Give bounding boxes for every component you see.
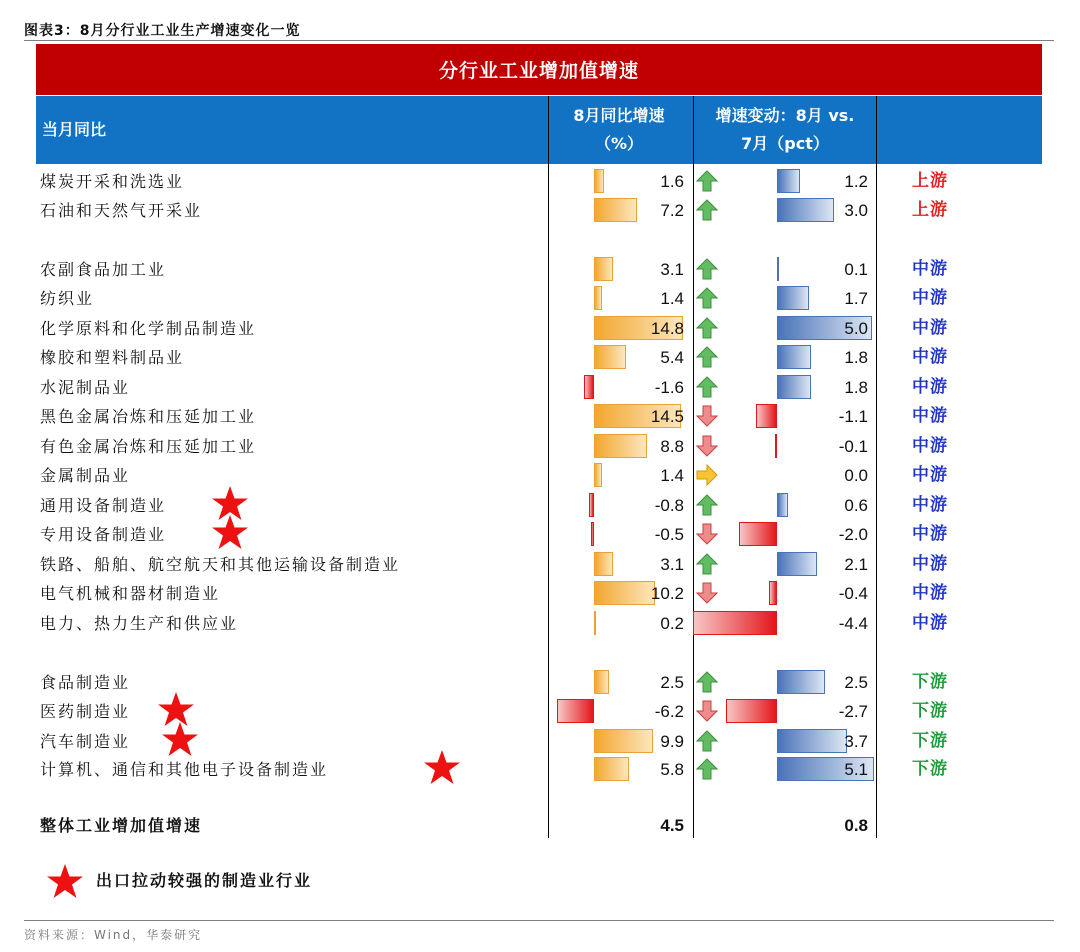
header-change-line1: 增速变动：8月 vs. [715,106,855,125]
table-row [0,314,1080,343]
total-label: 整体工业增加值增速 [40,816,203,835]
table-row [0,255,1080,284]
yoy-value: 8.8 [660,437,684,456]
segment-tag: 中游 [912,583,948,603]
header-yoy [549,96,689,164]
total-change: 0.8 [844,816,868,835]
header-change-line2: 7月（pct） [741,134,829,153]
bottom-divider [24,920,1054,921]
star-icon [210,513,250,553]
industry-name: 铁路、船舶、航空航天和其他运输设备制造业 [40,555,401,574]
industry-name: 医药制造业 [40,702,131,721]
change-value: 1.8 [844,348,868,367]
arrow-up-icon [696,346,718,368]
industry-name: 专用设备制造业 [40,525,167,544]
segment-tag: 中游 [912,465,948,485]
industry-name: 有色金属冶炼和压延加工业 [40,437,257,456]
table-row [0,402,1080,431]
industry-name: 金属制品业 [40,466,131,485]
segment-tag: 中游 [912,495,948,515]
table-header [36,96,1042,164]
change-value: -0.4 [838,584,868,603]
segment-tag: 中游 [912,524,948,544]
industry-name: 食品制造业 [40,673,131,692]
industry-name: 汽车制造业 [40,732,131,751]
arrow-up-icon [696,170,718,192]
change-value: 5.1 [844,760,868,779]
header-change [694,96,876,164]
change-value: 2.5 [844,673,868,692]
change-bar [739,522,777,546]
segment-tag: 中游 [912,377,948,397]
table-row [0,727,1080,756]
yoy-value: -0.5 [654,525,684,544]
arrow-up-icon [696,199,718,221]
industry-name: 煤炭开采和洗选业 [40,172,185,191]
segment-tag: 中游 [912,554,948,574]
change-value: -4.4 [838,614,868,633]
table-row [0,550,1080,579]
arrow-up-icon [696,317,718,339]
industry-name: 化学原料和化学制品制造业 [40,319,257,338]
segment-tag: 下游 [912,731,948,751]
industry-name: 水泥制品业 [40,378,131,397]
arrow-down-icon [696,582,718,604]
arrow-up-icon [696,758,718,780]
yoy-bar [584,375,594,399]
segment-tag: 中游 [912,288,948,308]
total-row [0,811,1080,840]
yoy-value: 10.2 [650,584,684,603]
top-divider [24,40,1054,41]
arrow-down-icon [696,700,718,722]
change-value: 0.1 [844,260,868,279]
change-value: 3.7 [844,732,868,751]
change-value: -0.1 [838,437,868,456]
arrow-up-icon [696,553,718,575]
arrow-up-icon [696,671,718,693]
change-bar [693,611,777,635]
change-value: 0.6 [844,496,868,515]
industry-name: 橡胶和塑料制品业 [40,348,185,367]
segment-tag: 中游 [912,259,948,279]
change-value: -2.7 [838,702,868,721]
star-icon [44,862,86,902]
star-icon [422,748,462,788]
arrow-up-icon [696,494,718,516]
yoy-value: 0.2 [660,614,684,633]
header-industry: 当月同比 [42,120,107,139]
table-row [0,373,1080,402]
table-row [0,520,1080,549]
legend-label: 出口拉动较强的制造业行业 [96,871,313,890]
industry-name: 电气机械和器材制造业 [40,584,221,603]
yoy-value: 3.1 [660,260,684,279]
arrow-up-icon [696,258,718,280]
industry-name: 农副食品加工业 [40,260,167,279]
yoy-value: -0.8 [654,496,684,515]
table-row [0,284,1080,313]
yoy-value: 5.8 [660,760,684,779]
yoy-value: 1.6 [660,172,684,191]
star-icon [160,720,200,760]
header-yoy-line2: （%） [594,134,644,153]
change-value: -2.0 [838,525,868,544]
segment-tag: 下游 [912,672,948,692]
segment-tag: 上游 [912,171,948,191]
change-value: 2.1 [844,555,868,574]
table-row [0,167,1080,196]
arrow-down-icon [696,435,718,457]
change-value: 5.0 [844,319,868,338]
table-row [0,491,1080,520]
yoy-value: 3.1 [660,555,684,574]
change-value: 0.0 [844,466,868,485]
segment-tag: 中游 [912,318,948,338]
arrow-flat-icon [696,464,718,486]
yoy-value: 7.2 [660,201,684,220]
yoy-value: 5.4 [660,348,684,367]
figure-title: 图表3：8月分行业工业生产增速变化一览 [24,23,301,39]
segment-tag: 中游 [912,406,948,426]
industry-name: 电力、热力生产和供应业 [40,614,239,633]
arrow-up-icon [696,287,718,309]
yoy-value: 1.4 [660,289,684,308]
yoy-bar [557,699,594,723]
change-value: -1.1 [838,407,868,426]
change-value: 1.8 [844,378,868,397]
change-bar [726,699,777,723]
table-row [0,432,1080,461]
table-row [0,461,1080,490]
segment-tag: 下游 [912,701,948,721]
change-value: 1.2 [844,172,868,191]
table-title: 分行业工业增加值增速 [36,44,1042,95]
segment-tag: 中游 [912,347,948,367]
yoy-value: 9.9 [660,732,684,751]
yoy-value: 2.5 [660,673,684,692]
table-row [0,343,1080,372]
segment-tag: 下游 [912,759,948,779]
yoy-value: 14.5 [650,407,684,426]
industry-name: 计算机、通信和其他电子设备制造业 [40,760,329,779]
arrow-down-icon [696,405,718,427]
change-bar [756,404,777,428]
segment-tag: 上游 [912,200,948,220]
change-value: 1.7 [844,289,868,308]
segment-tag: 中游 [912,613,948,633]
table-row [0,196,1080,225]
change-value: 3.0 [844,201,868,220]
table-row [0,609,1080,638]
yoy-value: -1.6 [654,378,684,397]
yoy-value: -6.2 [654,702,684,721]
industry-name: 通用设备制造业 [40,496,167,515]
segment-tag: 中游 [912,436,948,456]
total-yoy: 4.5 [660,816,684,835]
yoy-value: 1.4 [660,466,684,485]
arrow-up-icon [696,376,718,398]
yoy-value: 14.8 [650,319,684,338]
header-yoy-line1: 8月同比增速 [573,106,665,125]
arrow-down-icon [696,523,718,545]
industry-name: 黑色金属冶炼和压延加工业 [40,407,257,426]
table-row [0,579,1080,608]
source-note: 资料来源：Wind，华泰研究 [24,928,203,942]
industry-name: 石油和天然气开采业 [40,201,203,220]
table-row [0,755,1080,784]
arrow-up-icon [696,730,718,752]
industry-name: 纺织业 [40,289,95,308]
